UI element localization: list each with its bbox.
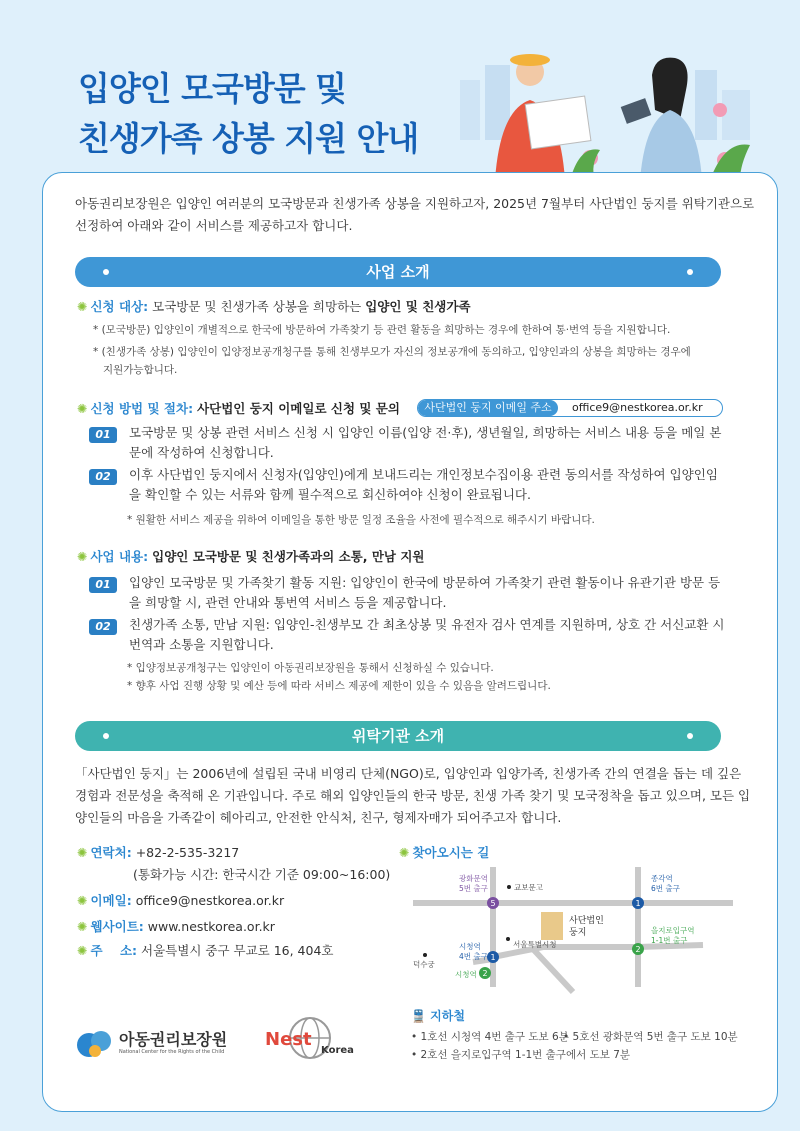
web-value[interactable]: www.nestkorea.or.kr — [147, 919, 275, 934]
band-dot-left — [103, 269, 109, 275]
target-heading — [77, 297, 471, 315]
header-illustration — [440, 40, 780, 180]
svg-text:시청역: 시청역 — [459, 942, 481, 951]
section-band-agency — [75, 721, 721, 751]
svg-text:1-1번 출구: 1-1번 출구 — [651, 936, 688, 945]
svg-text:교보문고: 교보문고 — [514, 883, 543, 892]
target-note-2: * (친생가족 상봉) 입양인이 입양정보공개청구를 통해 친생부모가 자신의 정보공개에 동의하고, 입양인과의 상봉을 희망하는 경우에 — [93, 346, 691, 358]
section-band-business — [75, 257, 721, 287]
subway-note-3: • 2호선 을지로입구역 1-1번 출구에서 도보 7분 — [411, 1049, 631, 1061]
svg-text:광화문역: 광화문역 — [459, 874, 488, 883]
svg-text:종각역: 종각역 — [651, 874, 673, 883]
ncrc-logo-mark — [75, 1023, 115, 1063]
email-value[interactable]: office9@nestkorea.or.kr — [135, 893, 285, 908]
phone-value[interactable]: +82-2-535-3217 — [135, 845, 240, 860]
content-key: 사업 내용: — [90, 549, 149, 564]
directions-map — [413, 867, 733, 997]
nest-logo-text: Nest — [265, 1029, 312, 1050]
svg-text:을지로입구역: 을지로입구역 — [651, 926, 695, 935]
contact-web — [77, 917, 275, 935]
subway-note-1: • 1호선 시청역 4번 출구 도보 6분 — [411, 1031, 569, 1043]
svg-text:5: 5 — [490, 899, 496, 908]
method-key: 신청 방법 및 절차: — [90, 401, 194, 416]
section-heading-business: 사업 소개 — [366, 263, 430, 281]
title-line-1: 입양인 모국방문 및 — [78, 69, 347, 108]
content-bold: 입양인 모국방문 및 친생가족과의 소통, 만남 지원 — [152, 549, 425, 564]
gear-bullet-icon: ✺ — [77, 943, 88, 958]
method-bold: 사단법인 둥지 이메일로 신청 및 문의 — [197, 401, 400, 416]
band-dot-left — [103, 733, 109, 739]
svg-text:2: 2 — [482, 969, 488, 978]
svg-text:6번 출구: 6번 출구 — [651, 884, 680, 893]
target-text: 모국방문 및 친생가족 상봉을 희망하는 — [152, 299, 362, 314]
email-pill — [417, 399, 723, 417]
svg-text:5번 출구: 5번 출구 — [459, 884, 488, 893]
contact-address — [77, 941, 334, 959]
gear-bullet-icon: ✺ — [77, 919, 88, 934]
gear-bullet-icon: ✺ — [77, 299, 88, 314]
phone-key: 연락처: — [90, 845, 132, 860]
svg-text:사단법인: 사단법인 — [569, 916, 604, 926]
gear-bullet-icon: ✺ — [77, 401, 88, 416]
step-text: 친생가족 소통, 만남 지원: 입양인-친생부모 간 최초상봉 및 유전자 검사 연계를 지원하며, 상호 간 서신교환 시 번역과 소통을 지원합니다. — [129, 617, 725, 652]
section-heading-agency: 위탁기관 소개 — [351, 727, 445, 745]
title-line-2: 친생가족 상봉 지원 안내 — [78, 119, 419, 158]
content-heading — [77, 547, 425, 565]
email-pill-value: office9@nestkorea.or.kr — [572, 401, 703, 414]
nest-logo — [263, 1013, 363, 1063]
gear-bullet-icon: ✺ — [77, 845, 88, 860]
gear-bullet-icon: ✺ — [77, 549, 88, 564]
target-note-3: 지원가능합니다. — [103, 364, 178, 376]
step-text: 입양인 모국방문 및 가족찾기 활동 지원: 입양인이 한국에 방문하여 가족찾기 관련 활동이나 유관기관 방문 등을 희망할 시, 관련 안내와 통번역 서비스 등을 제공합니다. — [129, 575, 721, 610]
step-number: 01 — [89, 577, 117, 593]
target-key: 신청 대상: — [90, 299, 149, 314]
svg-text:시청역: 시청역 — [455, 970, 477, 979]
ncrc-logo-text: 아동권리보장원 — [119, 1030, 228, 1049]
step-number: 01 — [89, 427, 117, 443]
content-note-2: * 향후 사업 진행 상황 및 예산 등에 따라 서비스 제공에 제한이 있을 수 있음을 알려드립니다. — [127, 680, 551, 692]
contact-phone — [77, 843, 239, 861]
train-icon: 🚆 — [411, 1009, 426, 1023]
contact-hours: (통화가능 시간: 한국시간 기준 09:00~16:00) — [133, 867, 391, 882]
svg-text:서울특별시청: 서울특별시청 — [513, 940, 557, 949]
agency-paragraph: 「사단법인 둥지」는 2006년에 설립된 국내 비영리 단체(NGO)로, 입양인과 입양가족, 친생가족 간의 연결을 돕는 데 깊은 경험과 전문성을 축적해 온 기관입니다. 주로 해외 입양인들의 한국 방문, 친생 가족 찾기 및 모국정착을 돕고 있으며, 모든 입양인들의 마음을 가족같이 헤아리고, 안전한 안식처, 친구, 형제자매가 되어주고자 합니다. — [75, 766, 751, 825]
step-number: 02 — [89, 469, 117, 485]
ncrc-logo — [75, 1023, 245, 1063]
method-heading — [77, 399, 400, 417]
email-pill-label: 사단법인 둥지 이메일 주소 — [418, 400, 558, 416]
step-number: 02 — [89, 619, 117, 635]
page-title — [78, 64, 418, 164]
subway-note-2: • 5호선 광화문역 5번 출구 도보 10분 — [563, 1031, 738, 1043]
step-text: 이후 사단법인 둥지에서 신청자(입양인)에게 보내드리는 개인정보수집이용 관련 동의서를 작성하여 입양인임을 확인할 수 있는 서류와 함께 필수적으로 회신하여야 신청이 완료됩니다. — [129, 467, 718, 502]
band-dot-right — [687, 733, 693, 739]
target-note-1: * (모국방문) 입양인이 개별적으로 한국에 방문하여 가족찾기 등 관련 활동을 희망하는 경우에 한하여 통·번역 등을 지원합니다. — [93, 324, 671, 336]
target-bold: 입양인 및 친생가족 — [365, 299, 471, 314]
web-key: 웹사이트: — [90, 919, 144, 934]
method-note: * 원활한 서비스 제공을 위하여 이메일을 통한 방문 일정 조율을 사전에 필수적으로 해주시기 바랍니다. — [127, 514, 595, 526]
email-key: 이메일: — [90, 893, 132, 908]
step-text: 모국방문 및 상봉 관련 서비스 신청 시 입양인 이름(입양 전·후), 생년월일, 희망하는 서비스 내용 등을 메일 본문에 작성하여 신청합니다. — [129, 425, 722, 460]
building-icon — [541, 912, 563, 940]
gear-bullet-icon: ✺ — [399, 845, 410, 860]
ncrc-logo-subtext: National Center for the Rights of the Child — [119, 1049, 225, 1055]
svg-text:2: 2 — [635, 945, 641, 954]
svg-text:1: 1 — [635, 899, 641, 908]
svg-text:1: 1 — [490, 953, 496, 962]
content-note-1: * 입양정보공개청구는 입양인이 아동권리보장원을 통해서 신청하실 수 있습니다. — [127, 662, 494, 674]
addr-value: 서울특별시 중구 무교로 16, 404호 — [141, 943, 334, 958]
directions-heading: ✺ 찾아오시는 길 — [399, 845, 490, 860]
svg-text:덕수궁: 덕수궁 — [413, 960, 435, 969]
addr-key: 주 소: — [90, 943, 138, 958]
svg-text:4번 출구: 4번 출구 — [459, 952, 488, 961]
content-card — [42, 172, 778, 1112]
contact-email — [77, 891, 284, 909]
nest-logo-subtext: Korea — [321, 1045, 354, 1056]
band-dot-right — [687, 269, 693, 275]
gear-bullet-icon: ✺ — [77, 893, 88, 908]
intro-text: 아동권리보장원은 입양인 여러분의 모국방문과 친생가족 상봉을 지원하고자, 2025년 7월부터 사단법인 둥지를 위탁기관으로 선정하여 아래와 같이 서비스를 제공하고자 합니다. — [75, 196, 755, 233]
subway-heading: 🚆 지하철 — [411, 1009, 465, 1023]
svg-text:둥지: 둥지 — [569, 928, 587, 938]
